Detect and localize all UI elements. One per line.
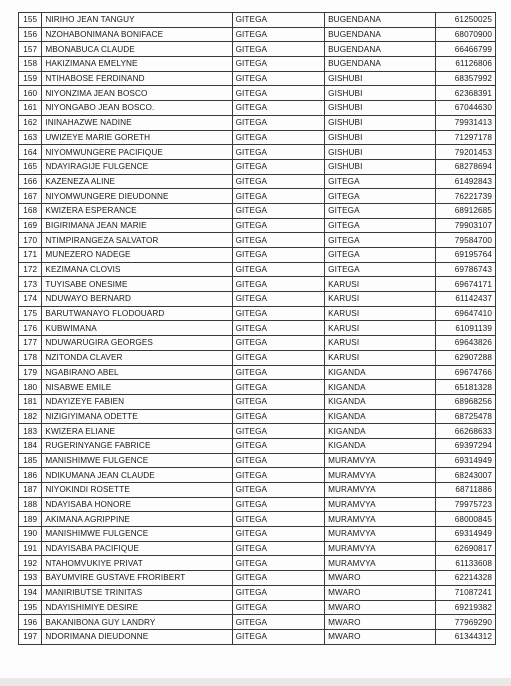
phone-cell: 71297178 (435, 130, 495, 145)
phone-cell: 61091139 (435, 321, 495, 336)
province-cell: GITEGA (232, 277, 325, 292)
table-row (19, 336, 496, 351)
commune-cell: MURAMVYA (325, 497, 436, 512)
commune-cell: GITEGA (325, 174, 436, 189)
province-cell: GITEGA (232, 615, 325, 630)
row-number-cell: 186 (19, 468, 42, 483)
phone-cell: 69674171 (435, 277, 495, 292)
province-cell: GITEGA (232, 409, 325, 424)
table-row (19, 57, 496, 72)
phone-cell: 68357992 (435, 71, 495, 86)
name-cell: NTIMPIRANGEZA SALVATOR (42, 233, 232, 248)
row-number-cell: 167 (19, 189, 42, 204)
commune-cell: BUGENDANA (325, 57, 436, 72)
table-row (19, 350, 496, 365)
name-cell: NIYOKINDI ROSETTE (42, 483, 232, 498)
phone-cell: 79931413 (435, 115, 495, 130)
row-number-cell: 168 (19, 203, 42, 218)
commune-cell: BUGENDANA (325, 42, 436, 57)
commune-cell: MURAMVYA (325, 468, 436, 483)
commune-cell: KIGANDA (325, 424, 436, 439)
province-cell: GITEGA (232, 556, 325, 571)
phone-cell: 61250025 (435, 13, 495, 28)
name-cell: AKIMANA AGRIPPINE (42, 512, 232, 527)
commune-cell: GISHUBI (325, 145, 436, 160)
phone-cell: 66466799 (435, 42, 495, 57)
row-number-cell: 194 (19, 585, 42, 600)
phone-cell: 61133608 (435, 556, 495, 571)
phone-cell: 61344312 (435, 629, 495, 644)
name-cell: BIGIRIMANA JEAN MARIE (42, 218, 232, 233)
province-cell: GITEGA (232, 350, 325, 365)
province-cell: GITEGA (232, 468, 325, 483)
phone-cell: 68912685 (435, 203, 495, 218)
row-number-cell: 172 (19, 262, 42, 277)
name-cell: NZITONDA CLAVER (42, 350, 232, 365)
row-number-cell: 196 (19, 615, 42, 630)
row-number-cell: 160 (19, 86, 42, 101)
province-cell: GITEGA (232, 571, 325, 586)
province-cell: GITEGA (232, 174, 325, 189)
row-number-cell: 178 (19, 350, 42, 365)
name-cell: NDAYIZEYE FABIEN (42, 394, 232, 409)
table-row (19, 629, 496, 644)
row-number-cell: 165 (19, 159, 42, 174)
commune-cell: GITEGA (325, 262, 436, 277)
name-cell: MANISHIMWE FULGENCE (42, 453, 232, 468)
commune-cell: BUGENDANA (325, 27, 436, 42)
phone-cell: 76221739 (435, 189, 495, 204)
name-cell: MANISHIMWE FULGENCE (42, 527, 232, 542)
province-cell: GITEGA (232, 527, 325, 542)
name-cell: NGABIRANO ABEL (42, 365, 232, 380)
table-row (19, 321, 496, 336)
commune-cell: GITEGA (325, 233, 436, 248)
table-row (19, 42, 496, 57)
row-number-cell: 170 (19, 233, 42, 248)
row-number-cell: 173 (19, 277, 42, 292)
phone-cell: 62214328 (435, 571, 495, 586)
table-row (19, 453, 496, 468)
table-row (19, 101, 496, 116)
table-row (19, 115, 496, 130)
name-cell: NIYONGABO JEAN BOSCO. (42, 101, 232, 116)
province-cell: GITEGA (232, 585, 325, 600)
row-number-cell: 175 (19, 306, 42, 321)
phone-cell: 68968256 (435, 394, 495, 409)
table-row (19, 483, 496, 498)
commune-cell: MWARO (325, 571, 436, 586)
page-bottom-edge (0, 678, 511, 686)
province-cell: GITEGA (232, 321, 325, 336)
commune-cell: GISHUBI (325, 86, 436, 101)
commune-cell: MURAMVYA (325, 541, 436, 556)
province-cell: GITEGA (232, 600, 325, 615)
row-number-cell: 182 (19, 409, 42, 424)
name-cell: KWIZERA ELIANE (42, 424, 232, 439)
name-cell: UWIZEYE MARIE GORETH (42, 130, 232, 145)
phone-cell: 62690817 (435, 541, 495, 556)
phone-cell: 66268633 (435, 424, 495, 439)
table-row (19, 71, 496, 86)
commune-cell: MWARO (325, 615, 436, 630)
commune-cell: GITEGA (325, 203, 436, 218)
name-cell: NIRIHO JEAN TANGUY (42, 13, 232, 28)
row-number-cell: 171 (19, 248, 42, 263)
commune-cell: GISHUBI (325, 130, 436, 145)
phone-cell: 61492843 (435, 174, 495, 189)
table-row (19, 380, 496, 395)
table-row (19, 27, 496, 42)
table-row (19, 218, 496, 233)
phone-cell: 67044630 (435, 101, 495, 116)
commune-cell: MURAMVYA (325, 453, 436, 468)
province-cell: GITEGA (232, 336, 325, 351)
province-cell: GITEGA (232, 115, 325, 130)
province-cell: GITEGA (232, 483, 325, 498)
phone-cell: 69647410 (435, 306, 495, 321)
name-cell: KAZENEZA ALINE (42, 174, 232, 189)
row-number-cell: 188 (19, 497, 42, 512)
row-number-cell: 156 (19, 27, 42, 42)
phone-cell: 68070900 (435, 27, 495, 42)
table-row (19, 409, 496, 424)
province-cell: GITEGA (232, 233, 325, 248)
commune-cell: KIGANDA (325, 438, 436, 453)
table-row (19, 365, 496, 380)
row-number-cell: 185 (19, 453, 42, 468)
phone-cell: 69314949 (435, 453, 495, 468)
commune-cell: MWARO (325, 629, 436, 644)
province-cell: GITEGA (232, 262, 325, 277)
phone-cell: 69397294 (435, 438, 495, 453)
row-number-cell: 189 (19, 512, 42, 527)
row-number-cell: 164 (19, 145, 42, 160)
row-number-cell: 184 (19, 438, 42, 453)
phone-cell: 69786743 (435, 262, 495, 277)
table-row (19, 248, 496, 263)
name-cell: KEZIMANA CLOVIS (42, 262, 232, 277)
name-cell: MUNEZERO NADEGE (42, 248, 232, 263)
commune-cell: GITEGA (325, 248, 436, 263)
province-cell: GITEGA (232, 424, 325, 439)
province-cell: GITEGA (232, 130, 325, 145)
name-cell: ININAHAZWE NADINE (42, 115, 232, 130)
commune-cell: KARUSI (325, 277, 436, 292)
commune-cell: KIGANDA (325, 394, 436, 409)
name-cell: TUYISABE ONESIME (42, 277, 232, 292)
table-row (19, 189, 496, 204)
name-cell: NDIKUMANA JEAN CLAUDE (42, 468, 232, 483)
province-cell: GITEGA (232, 101, 325, 116)
row-number-cell: 169 (19, 218, 42, 233)
table-row (19, 585, 496, 600)
table-row (19, 571, 496, 586)
commune-cell: GISHUBI (325, 71, 436, 86)
name-cell: NIYOMWUNGERE DIEUDONNE (42, 189, 232, 204)
table-row (19, 438, 496, 453)
name-cell: MANIRIBUTSE TRINITAS (42, 585, 232, 600)
table-row (19, 541, 496, 556)
table-row (19, 512, 496, 527)
row-number-cell: 163 (19, 130, 42, 145)
phone-cell: 61142437 (435, 292, 495, 307)
phone-cell: 68725478 (435, 409, 495, 424)
roster-table-body (19, 13, 496, 645)
table-row (19, 203, 496, 218)
commune-cell: MURAMVYA (325, 556, 436, 571)
province-cell: GITEGA (232, 42, 325, 57)
name-cell: KUBWIMANA (42, 321, 232, 336)
name-cell: RUGERINYANGE FABRICE (42, 438, 232, 453)
table-row (19, 174, 496, 189)
phone-cell: 68000845 (435, 512, 495, 527)
commune-cell: KIGANDA (325, 365, 436, 380)
table-row (19, 497, 496, 512)
commune-cell: MWARO (325, 600, 436, 615)
table-row (19, 86, 496, 101)
phone-cell: 62907288 (435, 350, 495, 365)
phone-cell: 79584700 (435, 233, 495, 248)
province-cell: GITEGA (232, 27, 325, 42)
commune-cell: GISHUBI (325, 101, 436, 116)
row-number-cell: 174 (19, 292, 42, 307)
phone-cell: 79201453 (435, 145, 495, 160)
province-cell: GITEGA (232, 541, 325, 556)
row-number-cell: 162 (19, 115, 42, 130)
phone-cell: 62368391 (435, 86, 495, 101)
row-number-cell: 192 (19, 556, 42, 571)
commune-cell: MURAMVYA (325, 512, 436, 527)
commune-cell: KIGANDA (325, 409, 436, 424)
phone-cell: 68711886 (435, 483, 495, 498)
table-row (19, 394, 496, 409)
row-number-cell: 176 (19, 321, 42, 336)
name-cell: NDUWARUGIRA GEORGES (42, 336, 232, 351)
name-cell: NDAYISABA PACIFIQUE (42, 541, 232, 556)
name-cell: NDAYIRAGIJE FULGENCE (42, 159, 232, 174)
name-cell: NDAYISHIMIYE DESIRE (42, 600, 232, 615)
table-row (19, 424, 496, 439)
commune-cell: KARUSI (325, 292, 436, 307)
name-cell: NTIHABOSE FERDINAND (42, 71, 232, 86)
row-number-cell: 161 (19, 101, 42, 116)
province-cell: GITEGA (232, 57, 325, 72)
name-cell: BAYUMVIRE GUSTAVE FRORIBERT (42, 571, 232, 586)
commune-cell: GISHUBI (325, 159, 436, 174)
province-cell: GITEGA (232, 438, 325, 453)
table-row (19, 292, 496, 307)
commune-cell: KIGANDA (325, 380, 436, 395)
commune-cell: GITEGA (325, 189, 436, 204)
province-cell: GITEGA (232, 86, 325, 101)
province-cell: GITEGA (232, 71, 325, 86)
province-cell: GITEGA (232, 497, 325, 512)
row-number-cell: 166 (19, 174, 42, 189)
province-cell: GITEGA (232, 248, 325, 263)
roster-table (18, 12, 496, 645)
table-row (19, 130, 496, 145)
commune-cell: MURAMVYA (325, 527, 436, 542)
row-number-cell: 183 (19, 424, 42, 439)
table-row (19, 615, 496, 630)
table-row (19, 556, 496, 571)
province-cell: GITEGA (232, 306, 325, 321)
name-cell: NDORIMANA DIEUDONNE (42, 629, 232, 644)
phone-cell: 79975723 (435, 497, 495, 512)
province-cell: GITEGA (232, 629, 325, 644)
phone-cell: 68243007 (435, 468, 495, 483)
row-number-cell: 180 (19, 380, 42, 395)
name-cell: NDAYISABA HONORE (42, 497, 232, 512)
row-number-cell: 197 (19, 629, 42, 644)
province-cell: GITEGA (232, 394, 325, 409)
province-cell: GITEGA (232, 189, 325, 204)
row-number-cell: 191 (19, 541, 42, 556)
phone-cell: 61126806 (435, 57, 495, 72)
phone-cell: 65181328 (435, 380, 495, 395)
commune-cell: GITEGA (325, 218, 436, 233)
name-cell: BAKANIBONA GUY LANDRY (42, 615, 232, 630)
name-cell: NDUWAYO BERNARD (42, 292, 232, 307)
table-row (19, 468, 496, 483)
province-cell: GITEGA (232, 453, 325, 468)
commune-cell: KARUSI (325, 321, 436, 336)
table-row (19, 262, 496, 277)
commune-cell: MURAMVYA (325, 483, 436, 498)
table-row (19, 233, 496, 248)
province-cell: GITEGA (232, 292, 325, 307)
table-row (19, 277, 496, 292)
phone-cell: 69674766 (435, 365, 495, 380)
name-cell: NIYOMWUNGERE PACIFIQUE (42, 145, 232, 160)
table-row (19, 13, 496, 28)
province-cell: GITEGA (232, 380, 325, 395)
province-cell: GITEGA (232, 159, 325, 174)
province-cell: GITEGA (232, 218, 325, 233)
province-cell: GITEGA (232, 203, 325, 218)
phone-cell: 68278694 (435, 159, 495, 174)
row-number-cell: 157 (19, 42, 42, 57)
row-number-cell: 190 (19, 527, 42, 542)
province-cell: GITEGA (232, 365, 325, 380)
table-row (19, 145, 496, 160)
commune-cell: BUGENDANA (325, 13, 436, 28)
phone-cell: 69643826 (435, 336, 495, 351)
row-number-cell: 177 (19, 336, 42, 351)
name-cell: NIZIGIYIMANA ODETTE (42, 409, 232, 424)
phone-cell: 69195764 (435, 248, 495, 263)
row-number-cell: 179 (19, 365, 42, 380)
table-row (19, 306, 496, 321)
name-cell: MBONABUCA CLAUDE (42, 42, 232, 57)
phone-cell: 71087241 (435, 585, 495, 600)
name-cell: NTAHOMVUKIYE PRIVAT (42, 556, 232, 571)
province-cell: GITEGA (232, 145, 325, 160)
table-row (19, 527, 496, 542)
phone-cell: 79903107 (435, 218, 495, 233)
province-cell: GITEGA (232, 13, 325, 28)
phone-cell: 69219382 (435, 600, 495, 615)
commune-cell: GISHUBI (325, 115, 436, 130)
commune-cell: KARUSI (325, 350, 436, 365)
row-number-cell: 181 (19, 394, 42, 409)
name-cell: NIYONZIMA JEAN BOSCO (42, 86, 232, 101)
name-cell: BARUTWANAYO FLODOUARD (42, 306, 232, 321)
table-row (19, 600, 496, 615)
row-number-cell: 155 (19, 13, 42, 28)
phone-cell: 69314949 (435, 527, 495, 542)
province-cell: GITEGA (232, 512, 325, 527)
row-number-cell: 159 (19, 71, 42, 86)
name-cell: KWIZERA ESPERANCE (42, 203, 232, 218)
name-cell: NZOHABONIMANA BONIFACE (42, 27, 232, 42)
commune-cell: MWARO (325, 585, 436, 600)
commune-cell: KARUSI (325, 336, 436, 351)
row-number-cell: 187 (19, 483, 42, 498)
row-number-cell: 195 (19, 600, 42, 615)
commune-cell: KARUSI (325, 306, 436, 321)
row-number-cell: 158 (19, 57, 42, 72)
name-cell: NISABWE EMILE (42, 380, 232, 395)
name-cell: HAKIZIMANA EMELYNE (42, 57, 232, 72)
row-number-cell: 193 (19, 571, 42, 586)
phone-cell: 77969290 (435, 615, 495, 630)
table-row (19, 159, 496, 174)
